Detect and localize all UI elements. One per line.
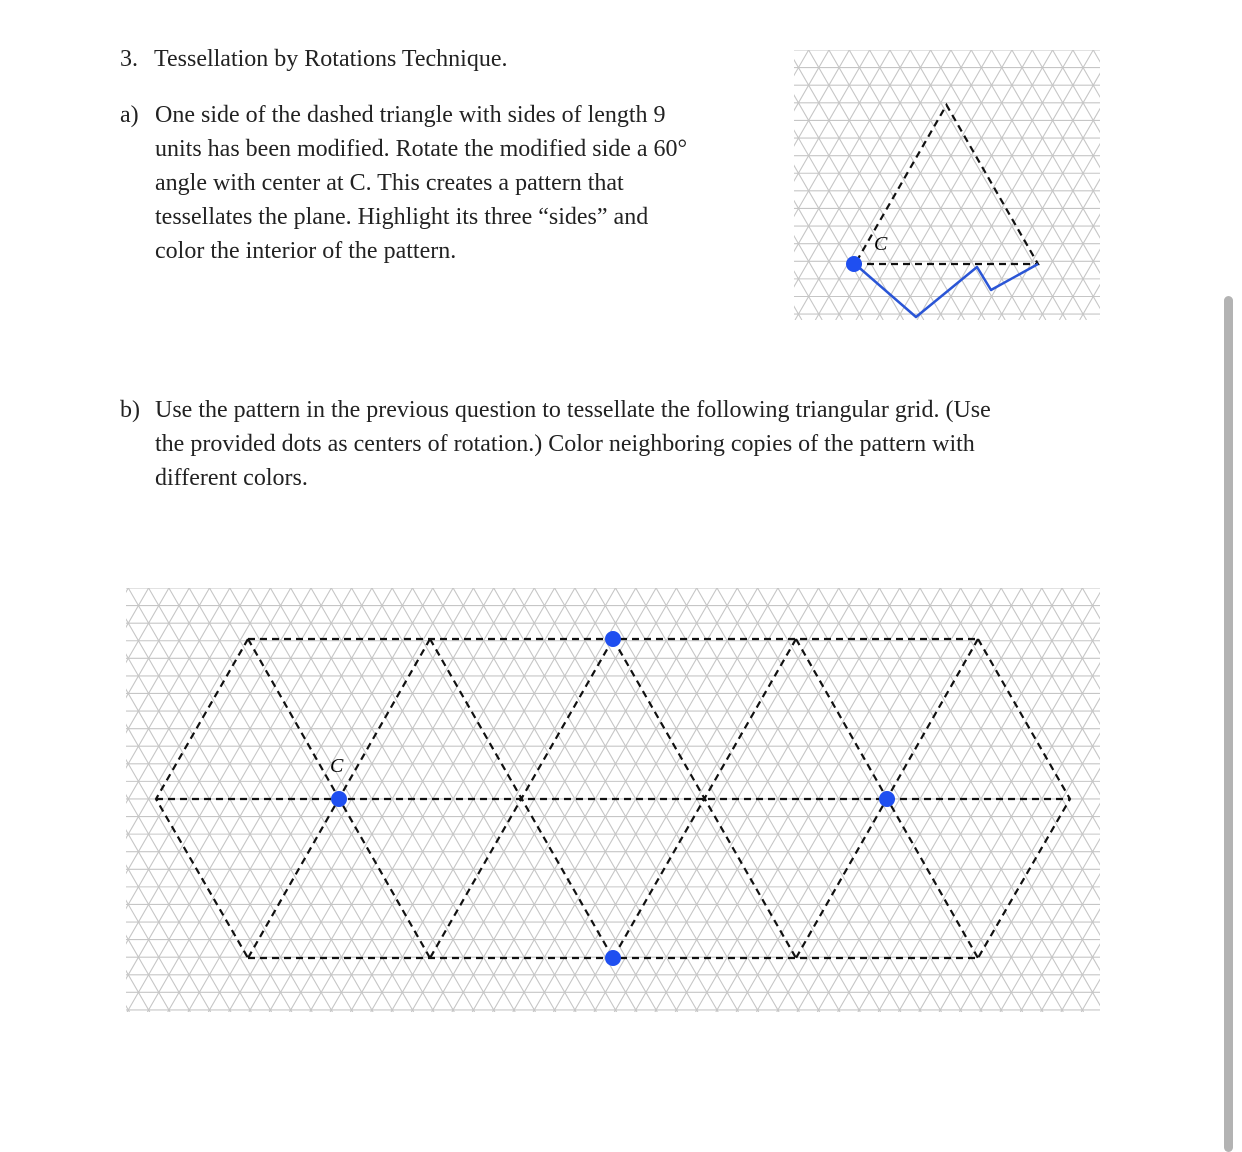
grid-line: [1203, 588, 1242, 1012]
part-a-text: [155, 98, 760, 268]
grid-line: [1202, 50, 1242, 320]
grid-line: [0, 588, 48, 1012]
grid-line: [0, 588, 210, 1012]
grid-line: [1161, 50, 1242, 320]
grid-line: [1080, 50, 1236, 320]
grid-line: [0, 588, 28, 1012]
grid-line: [1184, 588, 1242, 1012]
grid-line: [1062, 588, 1242, 1012]
grid-line: [1183, 588, 1242, 1012]
part-b-line: the provided dots as centers of rotation.) Color neighboring copies of the pattern with: [155, 431, 975, 457]
part-b-line: Use the pattern in the previous question to tessellate the following triangular grid. (Use: [155, 397, 991, 423]
part-a-line: tessellates the plane. Highlight its three “sides” and: [155, 204, 649, 230]
vertical-scrollbar[interactable]: [1224, 296, 1233, 1152]
grid-line: [1042, 588, 1242, 1012]
grid-line: [1020, 588, 1242, 1012]
grid-line: [0, 588, 69, 1012]
grid-line: [7, 588, 252, 1012]
grid-line: [919, 588, 1164, 1012]
grid-line: [331, 588, 576, 1012]
grid-line: [1022, 588, 1242, 1012]
grid-line: [981, 588, 1226, 1012]
grid-line: [0, 588, 88, 1012]
grid-line: [1134, 50, 1242, 320]
question-number: 3.: [120, 46, 138, 72]
grid-line: [716, 588, 961, 1012]
figure-a-center-label: C: [874, 233, 888, 255]
part-a-label: a): [120, 102, 139, 128]
grid-line: [1154, 50, 1242, 320]
grid-line: [1102, 588, 1242, 1012]
part-a-line: angle with center at C. This creates a pattern that: [155, 170, 624, 196]
figure-b-rotation-dot: [879, 791, 895, 807]
grid-line: [391, 588, 636, 1012]
figure-b-rotation-dot: [605, 950, 621, 966]
part-b-line: different colors.: [155, 465, 308, 491]
figure-b-triangular-grid: [126, 588, 1100, 1012]
grid-line: [0, 588, 108, 1012]
grid-line: [1141, 50, 1242, 320]
figure-b-center-label: C: [330, 755, 344, 777]
grid-line: [980, 588, 1225, 1012]
part-a-line: units has been modified. Rotate the modified side a 60°: [155, 136, 688, 162]
grid-line: [1114, 50, 1242, 320]
figure-a-center-dot: [846, 256, 862, 272]
part-a-line: color the interior of the pattern.: [155, 238, 457, 264]
question-title: Tessellation by Rotations Technique.: [154, 46, 508, 72]
grid-line: [0, 588, 7, 1012]
grid-line: [1181, 50, 1242, 320]
part-b-label: b): [120, 397, 140, 423]
grid-line: [534, 588, 779, 1012]
grid-line: [0, 588, 128, 1012]
grid-line: [0, 588, 27, 1012]
grid-line: [0, 588, 47, 1012]
grid-line: [1059, 50, 1215, 320]
grid-line: [920, 588, 1165, 1012]
figure-b-rotation-dot: [331, 791, 347, 807]
part-a-line: One side of the dashed triangle with sides of length 9: [155, 102, 666, 128]
grid-line: [0, 588, 211, 1012]
figure-b-rotation-dot: [605, 631, 621, 647]
grid-line: [1100, 50, 1242, 320]
grid-line: [66, 588, 311, 1012]
grid-line: [1081, 588, 1242, 1012]
grid-line: [67, 588, 312, 1012]
part-b: [120, 393, 1110, 495]
grid-line: [1175, 50, 1242, 320]
grid-line: [1041, 588, 1242, 1012]
grid-line: [859, 588, 1104, 1012]
grid-line: [0, 588, 109, 1012]
grid-line: [1039, 50, 1195, 320]
grid-line: [1082, 588, 1242, 1012]
figure-a-triangular-grid: [794, 50, 1100, 320]
question-heading: [120, 46, 507, 73]
part-b-text: [155, 393, 1110, 495]
grid-line: [0, 588, 8, 1012]
grid-line: [0, 588, 129, 1012]
part-a: [120, 98, 760, 268]
grid-line: [452, 588, 697, 1012]
grid-line: [1120, 50, 1242, 320]
grid-line: [270, 588, 515, 1012]
grid-line: [1093, 50, 1242, 320]
grid-line: [0, 588, 149, 1012]
grid-line: [1195, 50, 1242, 320]
grid-line: [655, 588, 900, 1012]
grid-line: [0, 588, 89, 1012]
grid-line: [1215, 50, 1242, 320]
grid-line: [1103, 588, 1242, 1012]
grid-line: [5, 588, 250, 1012]
grid-line: [1236, 50, 1242, 320]
grid-line: [0, 588, 67, 1012]
